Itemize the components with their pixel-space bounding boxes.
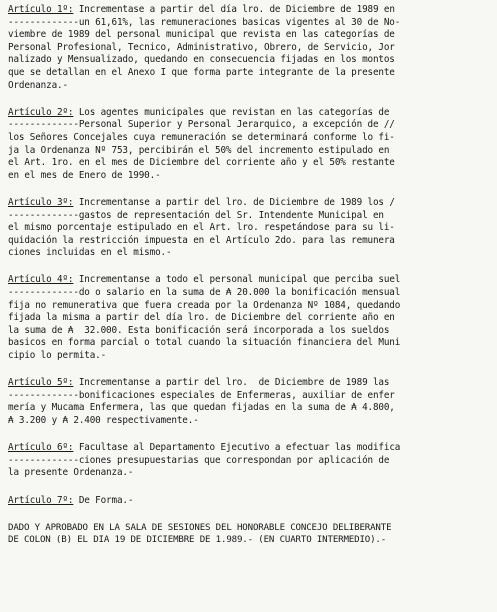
article-line: la suma de ₳ 32.000. Esta bonificación será incorporada a los sueldos (8, 324, 390, 336)
article-line: -------------do o salario en la suma de ₳ 20.000 la bonificación mensual (8, 287, 401, 299)
article-line: ja la Ordenanza Nº 753, percibirán el 50% del incremento estipulado en (8, 144, 390, 156)
article-line: cipio lo permita.- (8, 350, 107, 362)
article-text: Los agentes municipales que revistan en las categorías de (73, 106, 390, 118)
article-4 (8, 274, 488, 362)
article-line: nalizado y Mensualizado, quedando en consecuencia fijadas en los montos (8, 54, 395, 66)
article-2 (8, 107, 488, 183)
article-line: ₳ 3.200 y ₳ 2.400 respectivamente.- (8, 415, 199, 426)
article-first-line (8, 197, 488, 210)
article-heading: Artículo 1º: (8, 4, 74, 15)
article-3 (8, 197, 488, 260)
article-line: los Señores Concejales cuya remuneración se determinará conforme lo fi- (8, 131, 395, 143)
article-6 (8, 442, 488, 480)
article-heading: Artículo 5º: (8, 377, 74, 389)
article-line: que se detallan en el Anexo I que forma parte integrante de la presente (8, 66, 395, 78)
articles (8, 4, 488, 507)
article-text: Incrementanse a todo el personal municipal que perciba suel (73, 274, 401, 286)
article-heading: Artículo 7º: (8, 494, 74, 506)
article-heading: Artículo 4º: (8, 274, 74, 286)
article-line: el Art. 1ro. en el mes de Diciembre del corriente año y el 50% restante (8, 157, 395, 169)
article-line: -------------ciones presupuestarias que correspondan por aplicación de (8, 454, 390, 466)
article-line: el mismo porcentaje estipulado en el Art. lro. respetándose para su li- (8, 222, 395, 234)
article-line: -------------un 61,61%, las remuneraciones basicas vigentes al 30 de No- (8, 16, 401, 28)
article-5 (8, 377, 488, 427)
article-heading: Artículo 2º: (8, 106, 74, 118)
article-first-line (8, 495, 488, 508)
article-first-line (8, 4, 488, 17)
article-line: Personal Profesional, Tecnico, Administrativo, Obrero, de Servicio, Jor (8, 41, 395, 53)
article-text: Facultase al Departamento Ejecutivo a efectuar las modifica (73, 442, 401, 454)
article-first-line (8, 107, 488, 120)
article-line: basicos en forma parcial o total cuando la situación financiera del Muni (8, 337, 401, 349)
article-line: -------------bonificaciones especiales de Enfermeras, auxiliar de enfer (8, 389, 395, 401)
article-line: fijada la misma a partir del día lro. de Diciembre del corriente año en (8, 312, 395, 324)
article-text: De Forma.- (73, 494, 134, 506)
article-7 (8, 495, 488, 508)
article-line: -------------gastos de representación del Sr. Intendente Municipal en (8, 209, 384, 221)
article-text: Incrementanse a partir del lro. de Diciembre de 1989 los / (73, 196, 395, 208)
article-first-line (8, 442, 488, 455)
article-line: mería y Mucama Enfermera, las que quedan fijadas en la suma de ₳ 4.800, (8, 402, 395, 414)
article-line: la presente Ordenanza.- (8, 467, 134, 479)
article-line: viembre de 1989 del personal municipal que revista en las categorías de (8, 29, 395, 41)
article-first-line (8, 377, 488, 390)
article-line: ciones incluidas en el mismo.- (8, 247, 172, 259)
article-1 (8, 4, 488, 92)
article-line: fija no remunerativa que fuera creada por la Ordenanza Nº 1084, quedando (8, 299, 401, 311)
article-line: en el mes de Enero de 1990.- (8, 169, 161, 181)
closing-statement (8, 522, 488, 547)
article-line: Ordenanza.- (8, 79, 68, 91)
closing-line: DADO Y APROBADO EN LA SALA DE SESIONES DEL HONORABLE CONCEJO DELIBERANTE (8, 522, 392, 533)
article-text: Incrementanse a partir del lro. de Diciembre de 1989 las (73, 377, 390, 389)
article-heading: Artículo 3º: (8, 196, 74, 208)
article-line: quidación la restricción impuesta en el Artículo 2do. para las remunera (8, 234, 395, 246)
article-heading: Artículo 6º: (8, 442, 74, 454)
article-line: -------------Personal Superior y Personal Jerarquico, a excepción de // (8, 119, 395, 131)
closing-line: DE COLON (B) EL DIA 19 DE DICIEMBRE DE 1.989.- (EN CUARTO INTERMEDIO).- (8, 535, 387, 546)
article-first-line (8, 274, 488, 287)
article-text: Incrementase a partir del día lro. de Diciembre de 1989 en (73, 4, 395, 15)
